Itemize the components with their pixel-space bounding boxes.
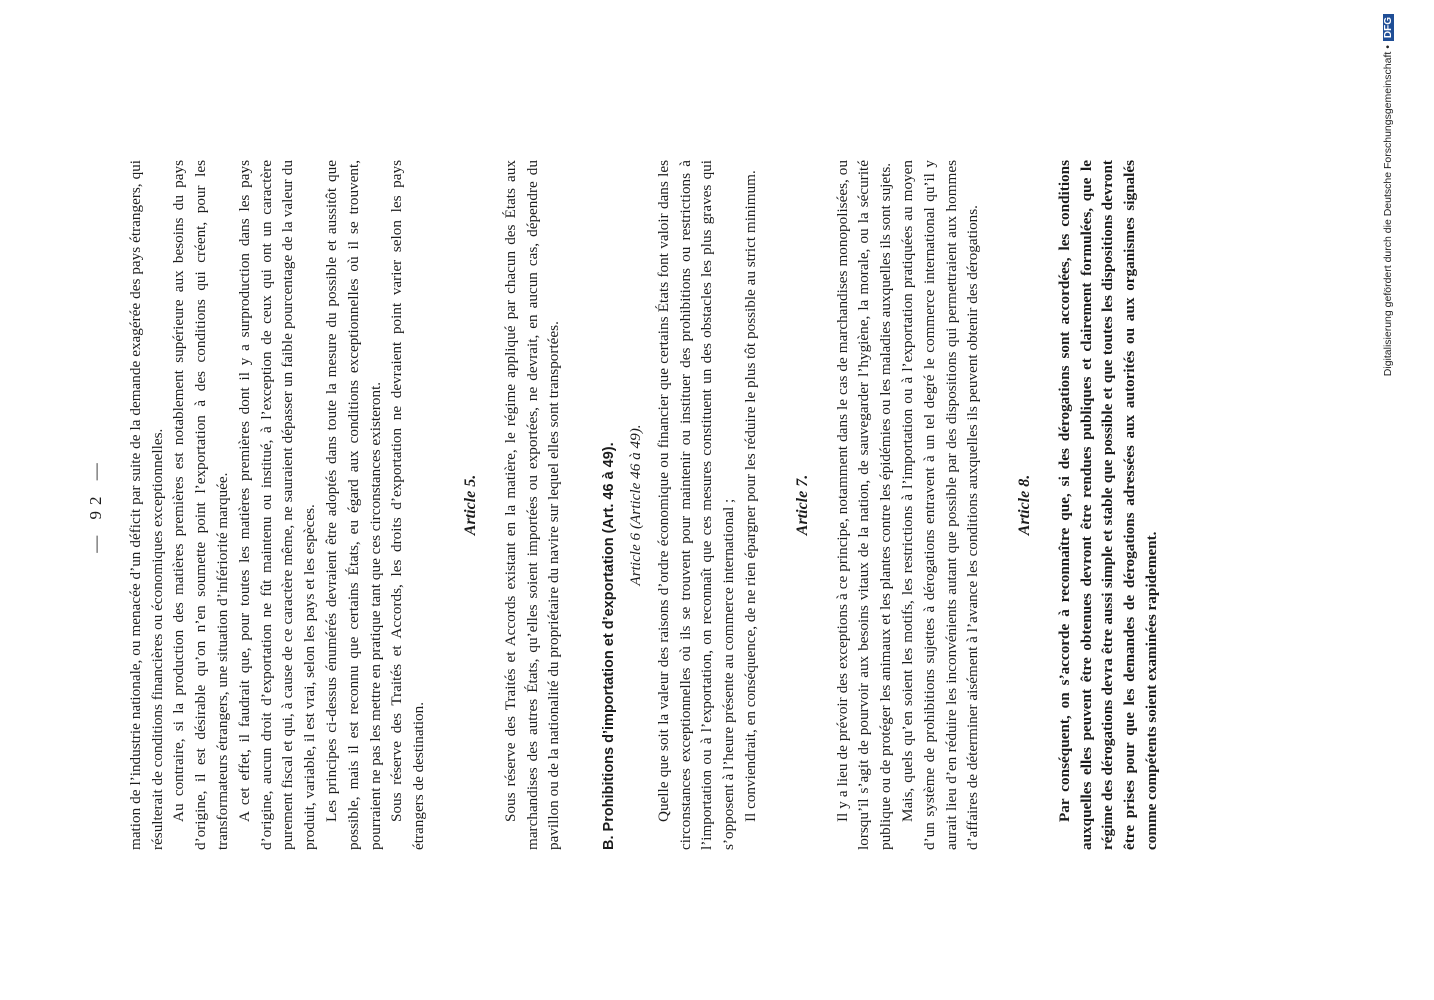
article-6-title: Article 6 (Article 46 à 49). xyxy=(626,424,644,586)
dfg-logo: DFG xyxy=(1383,14,1394,41)
article-5-text: Sous réserve des Traités et Accords existant en la matière, le régime appliqué par chacun des États aux marchandises des autres États, qu’elles soient importées ou exportées, ne devrait, en aucun cas, dépendre du pavillon ou de la nationalité du propriétaire du navire sur lequel elles sont transportées. xyxy=(501,160,563,850)
article-8-title: Article 8. xyxy=(1016,474,1034,536)
article-7-paragraph: Il y a lieu de prévoir des exceptions à ce principe, notamment dans le cas de marchandises monopolisées, ou lorsqu’il s’agit de pourvoir aux besoins vitaux de la nation, de sauvegarder l’hygiène, la morale, ou la sécurité publique ou de protéger les animaux et les plantes contre les épidémies ou les maladies auxquelles ils sont sujets. xyxy=(833,160,895,850)
article-8-text: Par conséquent, on s’accorde à reconnaître que, si des dérogations sont accordées, les conditions auxquelles elles peuvent être obtenues devront être rendues publiques et clairement formulées, que le régime des dérogations devra être aussi simple et stable que possible et que toutes les dispositions devront être prises pour que les demandes de dérogations adressées aux autorités ou aux organismes signalés comme compétents soient examinées rapidement. xyxy=(1055,160,1161,850)
digitization-note-text: Digitalisierung gefördert durch die Deutsche Forschungsgemeinschaft • xyxy=(1382,45,1394,377)
paragraph: Au contraire, si la production des matières premières est notablement supérieure aux besoins du pays d’origine, il est désirable qu’on n’en soumette point l’exportation à des conditions qui créent, pour les transformateurs étrangers, une situation d’infériorité marquée. xyxy=(170,160,231,850)
paragraph: A cet effet, il faudrait que, pour toutes les matières premières dont il y a surproduction dans les pays d’origine, aucun droit d’exportation ne fût maintenu ou institué, à l’exception de ceux qui ont un caractère purement fiscal et qui, à cause de ce caractère même, ne sauraient dépasser un faible pourcentage de la valeur du produit, variable, il est vrai, selon les pays et les espèces. xyxy=(235,160,319,850)
article-7-title: Article 7. xyxy=(793,474,811,536)
digitization-note xyxy=(1378,0,1398,1000)
paragraph: mation de l’industrie nationale, ou menacée d’un déficit par suite de la demande exagérée des pays étrangers, qui résulterait de conditions financières ou économiques exceptionnelles. xyxy=(126,160,166,850)
paragraph: Les principes ci-dessus énumérés devraient être adoptés dans toute la mesure du possible et aussitôt que possible, mais il est reconnu que certains États, eu égard aux conditions exceptionnelles où il se trouvent, pourraient ne pas les mettre en pratique tant que ces circonstances existeront. xyxy=(322,160,384,850)
article-5-title: Article 5. xyxy=(461,474,479,536)
article-6-paragraph: Quelle que soit la valeur des raisons d’ordre économique ou financier que certains États font valoir dans les circonstances exceptionnelles où ils se trouvent pour maintenir ou instituer des prohibitions ou restrictions à l’importation ou à l’exportation, on reconnaît que ces mesures constituent un des obstacles les plus graves qui s’opposent à l’heure présente au commerce international ; xyxy=(654,160,738,850)
paragraph: Sous réserve des Traités et Accords, les droits d’exportation ne devraient point varier selon les pays étrangers de destination. xyxy=(388,160,428,850)
page-number: — 92 — xyxy=(86,457,105,553)
text-column xyxy=(85,160,1163,850)
section-b-heading: B. Prohibitions d’importation et d’exportation (Art. 46 à 49). xyxy=(601,442,618,850)
article-6-paragraph: Il conviendrait, en conséquence, de ne rien épargner pour les réduire le plus tôt possible au strict minimum. xyxy=(741,170,759,822)
article-7-paragraph: Mais, quels qu’en soient les motifs, les restrictions à l’importation ou à l’exportation pratiquées au moyen d’un système de prohibitions sujettes à dérogations entravent à un tel degré le commerce international qu’il y aurait lieu d’en réduire les inconvénients autant que possible par des dispositions qui permettraient aux hommes d’affaires de déterminer aisément à l’avance les conditions auxquelles ils peuvent obtenir des dérogations. xyxy=(898,160,982,850)
